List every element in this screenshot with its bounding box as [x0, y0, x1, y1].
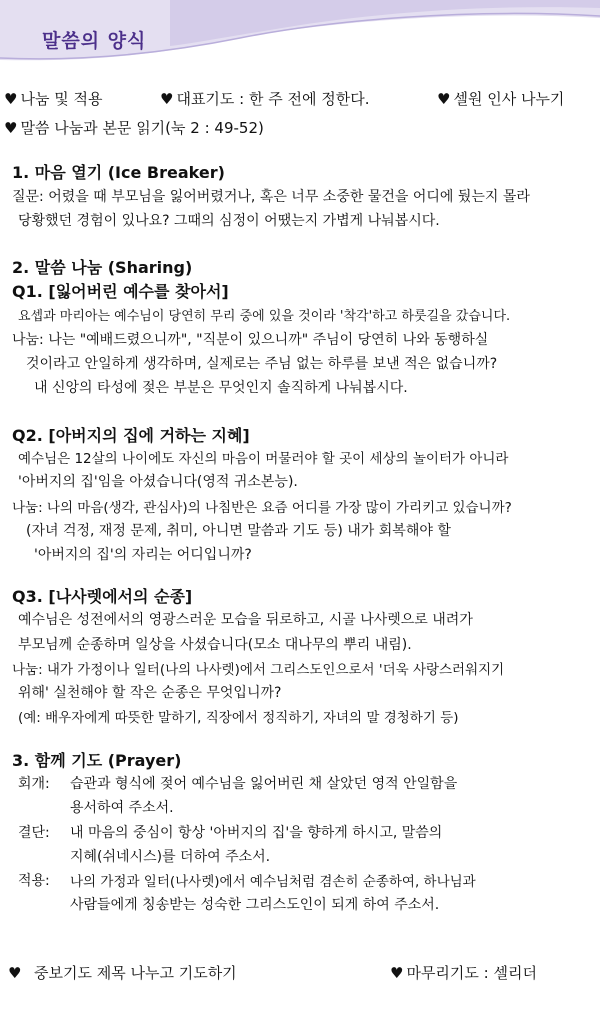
heart-icon: ♥	[4, 119, 18, 137]
q3-line-1: 예수님은 성전에서의 영광스러운 모습을 뒤로하고, 시골 나사렛으로 내려가	[18, 612, 473, 628]
q1-line-4: 내 신앙의 타성에 젖은 부분은 무엇인지 솔직하게 나눠봅시다.	[34, 380, 408, 396]
prayer-decision-line-2: 지혜(쉬네시스)를 더하여 주소서.	[70, 849, 271, 865]
q2-line-1: 예수님은 12살의 나이에도 자신의 마음이 머물러야 할 곳이 세상의 놀이터가 아니라	[18, 451, 509, 467]
prayer-repentance-line-2: 용서하여 주소서.	[70, 800, 174, 816]
page-title: 말씀의 양식	[42, 30, 147, 52]
q1-line-2: 나눔: 나는 "예배드렸으니까", "직분이 있으니까" 주님이 당연히 나와 동행하실	[12, 332, 489, 348]
intro-item-greeting: ♥ 셀원 인사 나누기	[437, 86, 564, 113]
prayer-label-decision: 결단:	[18, 825, 50, 841]
intro-item-scripture-reading: ♥ 말씀 나눔과 본문 읽기(눅 2 : 49-52)	[4, 119, 264, 137]
heart-icon: ♥	[4, 90, 18, 108]
q2-line-3: 나눔: 나의 마음(생각, 관심사)의 나침반은 요즘 어디를 가장 많이 가리키고 있습니까?	[12, 500, 512, 516]
q3-line-5: (예: 배우자에게 따뜻한 말하기, 직장에서 정직하기, 자녀의 말 경청하기 등)	[18, 710, 459, 726]
heart-icon: ♥	[160, 90, 174, 108]
q1-line-1: 요셉과 마리아는 예수님이 당연히 무리 중에 있을 것이라 '착각'하고 하룻길을 갔습니다.	[18, 309, 511, 324]
q3-line-3: 나눔: 내가 가정이나 일터(나의 나사렛)에서 그리스도인으로서 '더욱 사랑스러워지기	[12, 662, 505, 678]
heart-icon: ♥	[8, 964, 22, 982]
q2-line-5: '아버지의 집'의 자리는 어디입니까?	[34, 547, 252, 563]
q3-line-4: 위해' 실천해야 할 작은 순종은 무엇입니까?	[18, 685, 282, 701]
section-2-title: 2. 말씀 나눔 (Sharing)	[12, 258, 193, 277]
q3-line-2: 부모님께 순종하며 일상을 사셨습니다(모소 대나무의 뿌리 내림).	[18, 637, 412, 653]
prayer-application-line-2: 사람들에게 칭송받는 성숙한 그리스도인이 되게 하여 주소서.	[70, 897, 440, 913]
q1-title: Q1. [잃어버린 예수를 찾아서]	[12, 282, 229, 301]
intro-item-sharing: ♥ 나눔 및 적용	[4, 86, 102, 113]
q2-line-4: (자녀 걱정, 재정 문제, 취미, 아니면 말씀과 기도 등) 내가 회복해야 할	[26, 523, 451, 539]
intro-row-1	[0, 86, 600, 113]
prayer-label-repentance: 회개:	[18, 776, 50, 792]
prayer-decision-line-1: 내 마음의 중심이 항상 '아버지의 집'을 향하게 하시고, 말씀의	[70, 825, 443, 841]
s1-line-2: 당황했던 경험이 있나요? 그때의 심정이 어땠는지 가볍게 나눠봅시다.	[18, 213, 440, 229]
q1-line-3: 것이라고 안일하게 생각하며, 실제로는 주님 없는 하루를 보낸 적은 없습니까?	[26, 356, 498, 372]
s1-line-1: 질문: 어렸을 때 부모님을 잃어버렸거나, 혹은 너무 소중한 물건을 어디에 뒀는지 몰라	[12, 189, 530, 205]
heart-icon: ♥	[390, 964, 404, 982]
intro-item-representative-prayer: ♥ 대표기도 : 한 주 전에 정한다.	[160, 86, 370, 113]
footer-intercession: ♥ 중보기도 제목 나누고 기도하기	[8, 964, 237, 982]
q2-line-2: '아버지의 집'임을 아셨습니다(영적 귀소본능).	[18, 474, 298, 490]
prayer-label-application: 적용:	[18, 873, 50, 889]
heart-icon: ♥	[437, 90, 451, 108]
section-1-title: 1. 마음 열기 (Ice Breaker)	[12, 163, 225, 182]
section-3-title: 3. 함께 기도 (Prayer)	[12, 751, 182, 770]
prayer-repentance-line-1: 습관과 형식에 젖어 예수님을 잃어버린 채 살았던 영적 안일함을	[70, 776, 458, 792]
q2-title: Q2. [아버지의 집에 거하는 지혜]	[12, 426, 250, 445]
prayer-application-line-1: 나의 가정과 일터(나사렛)에서 예수님처럼 겸손히 순종하여, 하나님과	[70, 874, 476, 890]
q3-title: Q3. [나사렛에서의 순종]	[12, 587, 193, 606]
footer-closing-prayer: ♥ 마무리기도 : 셀리더	[390, 964, 537, 982]
header-banner	[0, 0, 600, 70]
